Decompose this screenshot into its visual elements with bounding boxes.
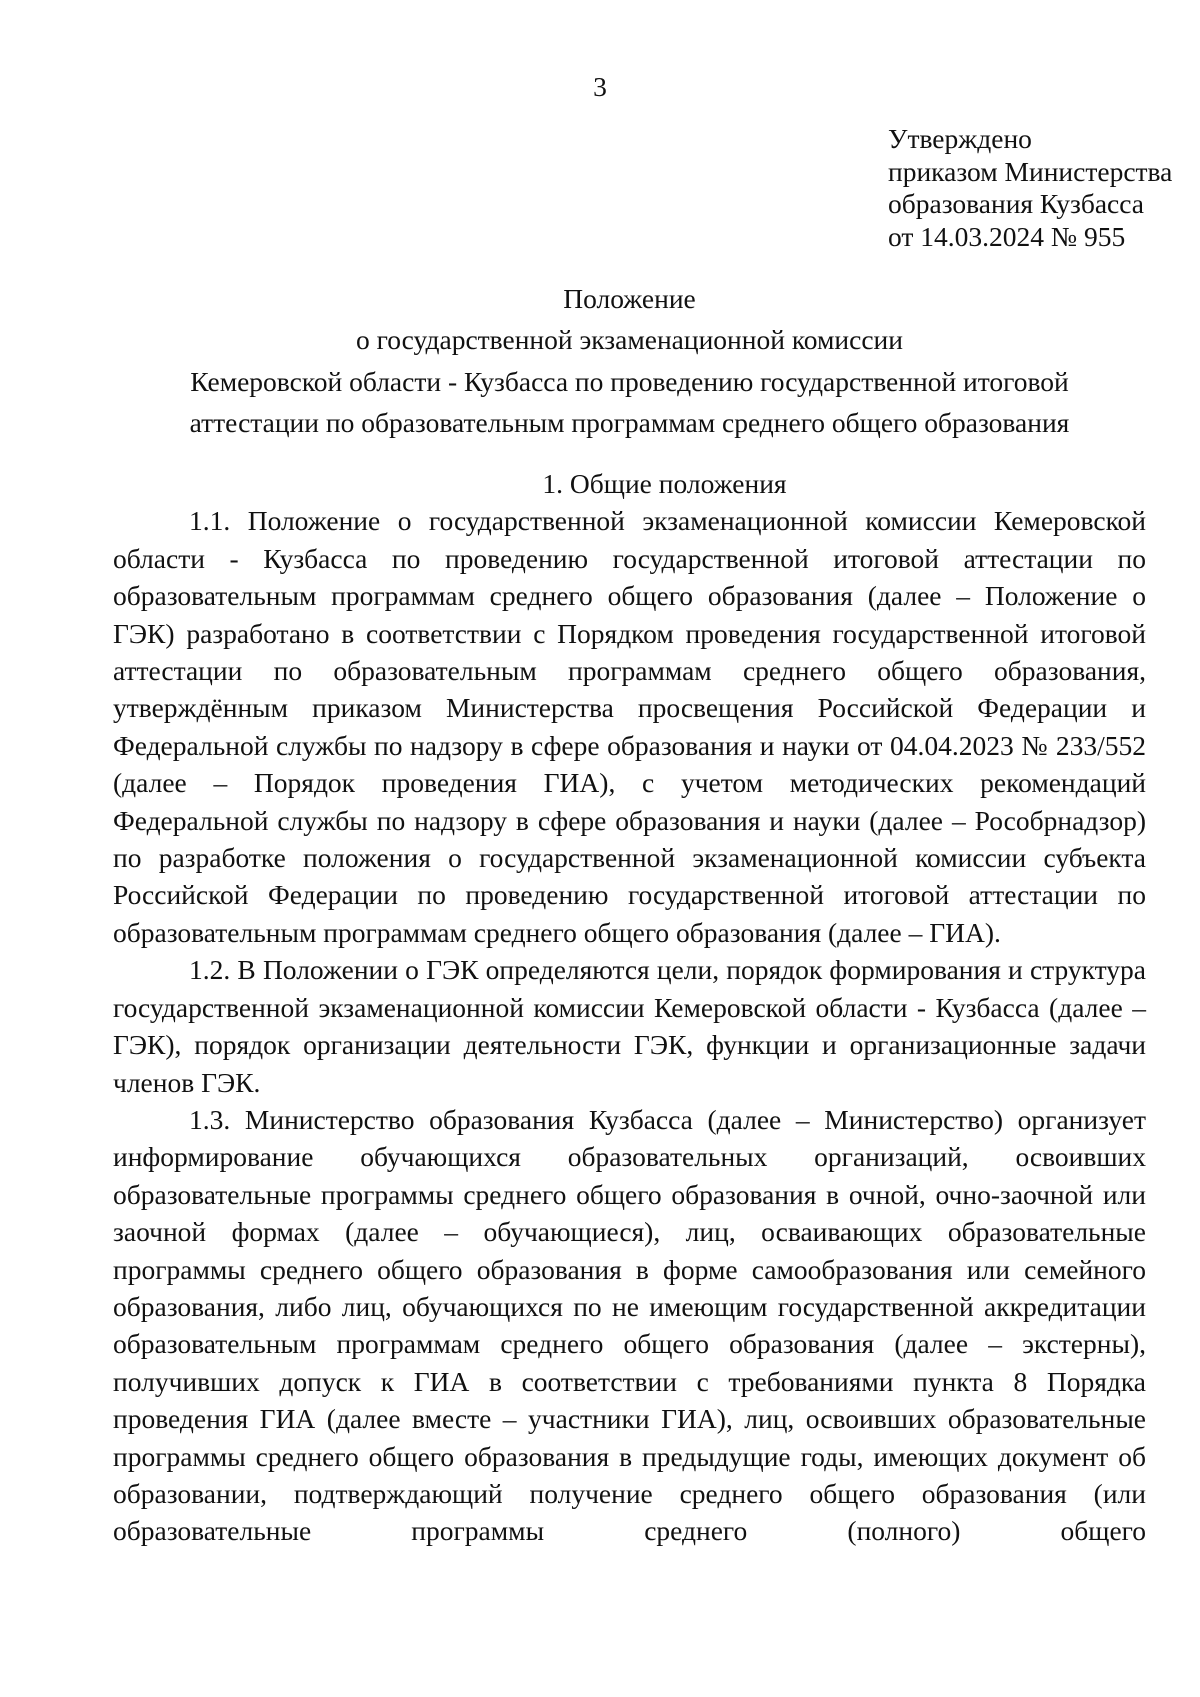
title-line: аттестации по образовательным программам среднего общего образования: [189, 406, 1070, 438]
document-body: [113, 465, 1146, 1550]
approval-line: Утверждено: [888, 123, 1032, 154]
paragraph-1-3: 1.3. Министерство образования Кузбасса (далее – Министерство) организует информирование обучающихся образовательных организаций, освоивших образовательные программы среднего общего образования в очной, очно-заочной или заочной формах (далее – обучающиеся), лиц, осваивающих образовательные программы среднего общего образования в форме самообразования или семейного образования, либо лиц, обучающихся по не имеющим государственной аккредитации образовательным программам среднего общего образования (далее – экстерны), получивших допуск к ГИА в соответствии с требованиями пункта 8 Порядка проведения ГИА (далее вместе – участники ГИА), лиц, освоивших образовательные программы среднего общего образования в предыдущие годы, имеющих документ об образовании, подтверждающий получение среднего общего образования (или образовательные программы среднего (полного) общего: [113, 1103, 1146, 1547]
approval-line: приказом Министерства: [888, 155, 1173, 187]
page-number: 3: [593, 71, 607, 102]
title-line: Кемеровской области - Кузбасса по проведению государственной итоговой: [190, 365, 1069, 397]
paragraph-1-1: 1.1. Положение о государственной экзаменационной комиссии Кемеровской области - Кузбасса по проведению государственной итоговой аттестации по образовательным программам среднего общего образования (далее – Положение о ГЭК) разработано в соответствии с Порядком проведения государственной итоговой аттестации по образовательным программам среднего общего образования, утверждённым приказом Министерства просвещения Российской Федерации и Федеральной службы по надзору в сфере образования и науки от 04.04.2023 № 233/552 (далее – Порядок проведения ГИА), с учетом методических рекомендаций Федеральной службы по надзору в сфере образования и науки (далее – Рособрнадзор) по разработке положения о государственной экзаменационной комиссии субъекта Российской Федерации по проведению государственной итоговой аттестации по образовательным программам среднего общего образования (далее – ГИА).: [113, 505, 1146, 948]
approval-stamp: [888, 123, 1188, 253]
document-title: [113, 278, 1146, 443]
approval-line: от 14.03.2024 № 955: [888, 220, 1126, 252]
paragraph-1-2: 1.2. В Положении о ГЭК определяются цели, порядок формирования и структура государственной экзаменационной комиссии Кемеровской области - Кузбасса (далее – ГЭК), порядок организации деятельности ГЭК, функции и организационные задачи членов ГЭК.: [113, 954, 1146, 1098]
title-line: Положение: [563, 283, 696, 314]
section-heading: 1. Общие положения: [542, 468, 787, 499]
title-line: о государственной экзаменационной комиссии: [355, 324, 903, 356]
approval-line: образования Кузбасса: [888, 188, 1144, 219]
